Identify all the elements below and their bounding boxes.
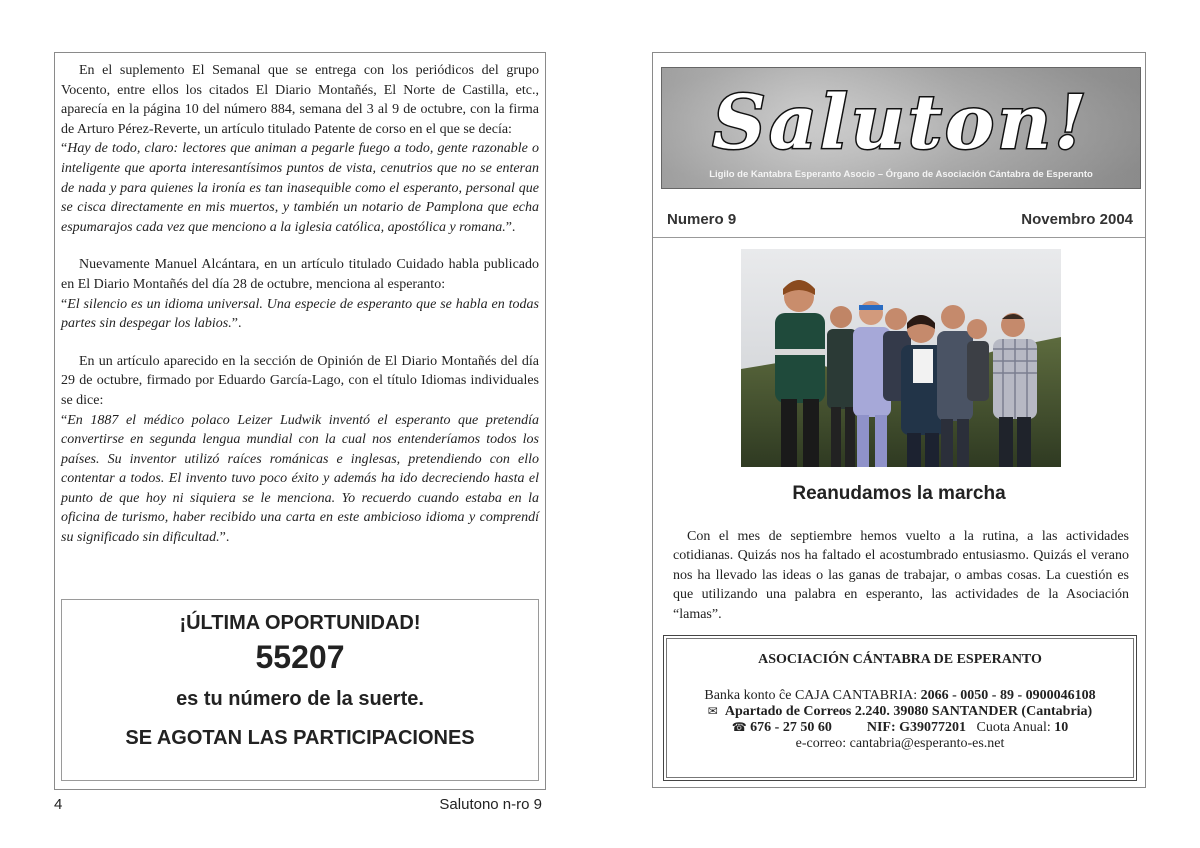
- lottery-title: ¡ÚLTIMA OPORTUNIDAD!: [179, 612, 421, 634]
- paragraph-1-text: En el suplemento El Semanal que se entrega con los periódicos del grupo Vocento, entre ellos los citados El Diario Montañés, El Norte de Castilla, etc., aparecía en la página 10 del número 884, semana del 3 al 9 de octubre, con la firma de Arturo Pérez-Reverte, un artículo titulado Patente de corso en el que se decía:: [61, 63, 539, 137]
- issue-date: Novembro 2004: [1021, 211, 1133, 228]
- masthead-title: Saluton!: [712, 80, 1090, 166]
- quote-3-text: En 1887 el médico polaco Leizer Ludwik inventó el esperanto que pretendía convertirse en segunda lengua mundial con la cual nos entenderíamos todos los países. Su inventor utilizó raíces románicas e inglesas, pretendiendo con ello contentar a todos. El invento tuvo poco éxito y además ha ido decreciendo hasta el punto de que hoy ni siquiera se le menciona. Yo recuerdo cuando estaba en la oficina de turismo, haber recibido una carta en este ambicioso idioma y comprendí su significado sin dificultad.: [61, 412, 539, 546]
- phone-line: [664, 720, 1136, 736]
- paragraph-2: [61, 255, 539, 294]
- masthead-banner: [661, 67, 1141, 189]
- phone: 676 - 27 50 60: [750, 720, 832, 735]
- association-box: [663, 635, 1137, 781]
- paragraph-2-text: Nuevamente Manuel Alcántara, en un artículo titulado Cuidado habla publicado en El Diario Montañés del día 28 de octubre, menciona al esperanto:: [61, 257, 539, 292]
- association-title: ASOCIACIÓN CÁNTABRA DE ESPERANTO: [758, 652, 1042, 667]
- masthead-subtitle: Ligilo de Kantabra Esperanto Asocio – Órgano de Asociación Cántabra de Esperanto: [709, 169, 1093, 180]
- telephone-icon: ☎: [731, 720, 747, 734]
- quote-2-text: El silencio es un idioma universal. Una especie de esperanto que se habla en todas partes sin despegar los labios.: [61, 296, 539, 332]
- quote-1-text: Hay de todo, claro: lectores que animan a pegarle fuego a todo, gente razonable o inteligente que aporta interesantísimos puntos de vista, cenutrios que no se enteran de nada y para quienes la ironía es tan inasequible como el esperanto, personal que se cisca directamente en mis muertos, y también un notario de Pamplona que echa espumarajos cada vez que menciono a la iglesia católica, apostólica y romana.: [61, 141, 539, 235]
- fee-label: Cuota Anual:: [976, 720, 1055, 735]
- envelope-icon: ✉: [707, 704, 718, 718]
- group-photo: [741, 249, 1061, 467]
- article-text: Con el mes de septiembre hemos vuelto a la rutina, a las actividades cotidianas. Quizás nos ha faltado el acostumbrado entusiasmo. Quizás el verano nos ha llevado las ideas o las ganas de trabajar, o ambas cosas. La cuestión es que utilizando una palabra en esperanto, las actividades de la Asociación “lamas”.: [673, 529, 1129, 622]
- lottery-final: SE AGOTAN LAS PARTICIPACIONES: [125, 727, 475, 749]
- divider: [653, 237, 1145, 238]
- issue-number: Numero 9: [667, 211, 737, 228]
- nif: NIF: G39077201: [866, 720, 966, 735]
- running-footer: Salutono n-ro 9: [439, 796, 542, 813]
- bank-line: [664, 688, 1136, 704]
- address-line: [664, 704, 1136, 720]
- paragraph-3-text: En un artículo aparecido en la sección de Opinión de El Diario Montañés del día 29 de octubre, firmado por Eduardo García-Lago, con el título Idiomas individuales se dice:: [61, 353, 539, 408]
- lottery-box: [61, 599, 539, 781]
- article-headline: Reanudamos la marcha: [792, 483, 1006, 504]
- paragraph-3: [61, 352, 539, 411]
- bank-account: 2066 - 0050 - 89 - 0900046108: [920, 688, 1096, 703]
- email-line: e-correo: cantabria@esperanto-es.net: [795, 736, 1005, 751]
- quote-2: “El silencio es un idioma universal. Una especie de esperanto que se habla en todas partes sin despegar los labios.”.: [61, 296, 539, 332]
- quote-3: “En 1887 el médico polaco Leizer Ludwik inventó el esperanto que pretendía convertirse en segunda lengua mundial con la cual nos entenderíamos todos los países. Su inventor utilizó raíces románicas e inglesas, pretendiendo con ello contentar a todos. El invento tuvo poco éxito y además ha ido decreciendo hasta el punto de que hoy ni siquiera se le menciona. Yo recuerdo cuando estaba en la oficina de turismo, haber recibido una carta en este ambicioso idioma y comprendí su significado sin dificultad.”.: [61, 412, 539, 546]
- lottery-line: es tu número de la suerte.: [176, 688, 424, 710]
- article-body: [673, 527, 1129, 624]
- address: Apartado de Correos 2.240. 39080 SANTANDER (Cantabria): [724, 704, 1093, 719]
- quote-1: “Hay de todo, claro: lectores que animan a pegarle fuego a todo, gente razonable o inteligente que aporta interesantísimos puntos de vista, cenutrios que no se enteran de nada y para quienes la ironía es tan inasequible como el esperanto, personal que se cisca directamente en mis muertos, y también un notario de Pamplona que echa espumarajos cada vez que menciono a la iglesia católica, apostólica y romana.”.: [61, 141, 539, 235]
- right-page: [652, 52, 1146, 788]
- page-number: 4: [54, 796, 63, 813]
- lottery-number: 55207: [255, 639, 345, 675]
- paragraph-1: [61, 61, 539, 139]
- fee-value: 10: [1054, 720, 1069, 735]
- bank-prefix: Banka konto ĉe CAJA CANTABRIA:: [704, 688, 921, 703]
- left-page: [54, 52, 546, 790]
